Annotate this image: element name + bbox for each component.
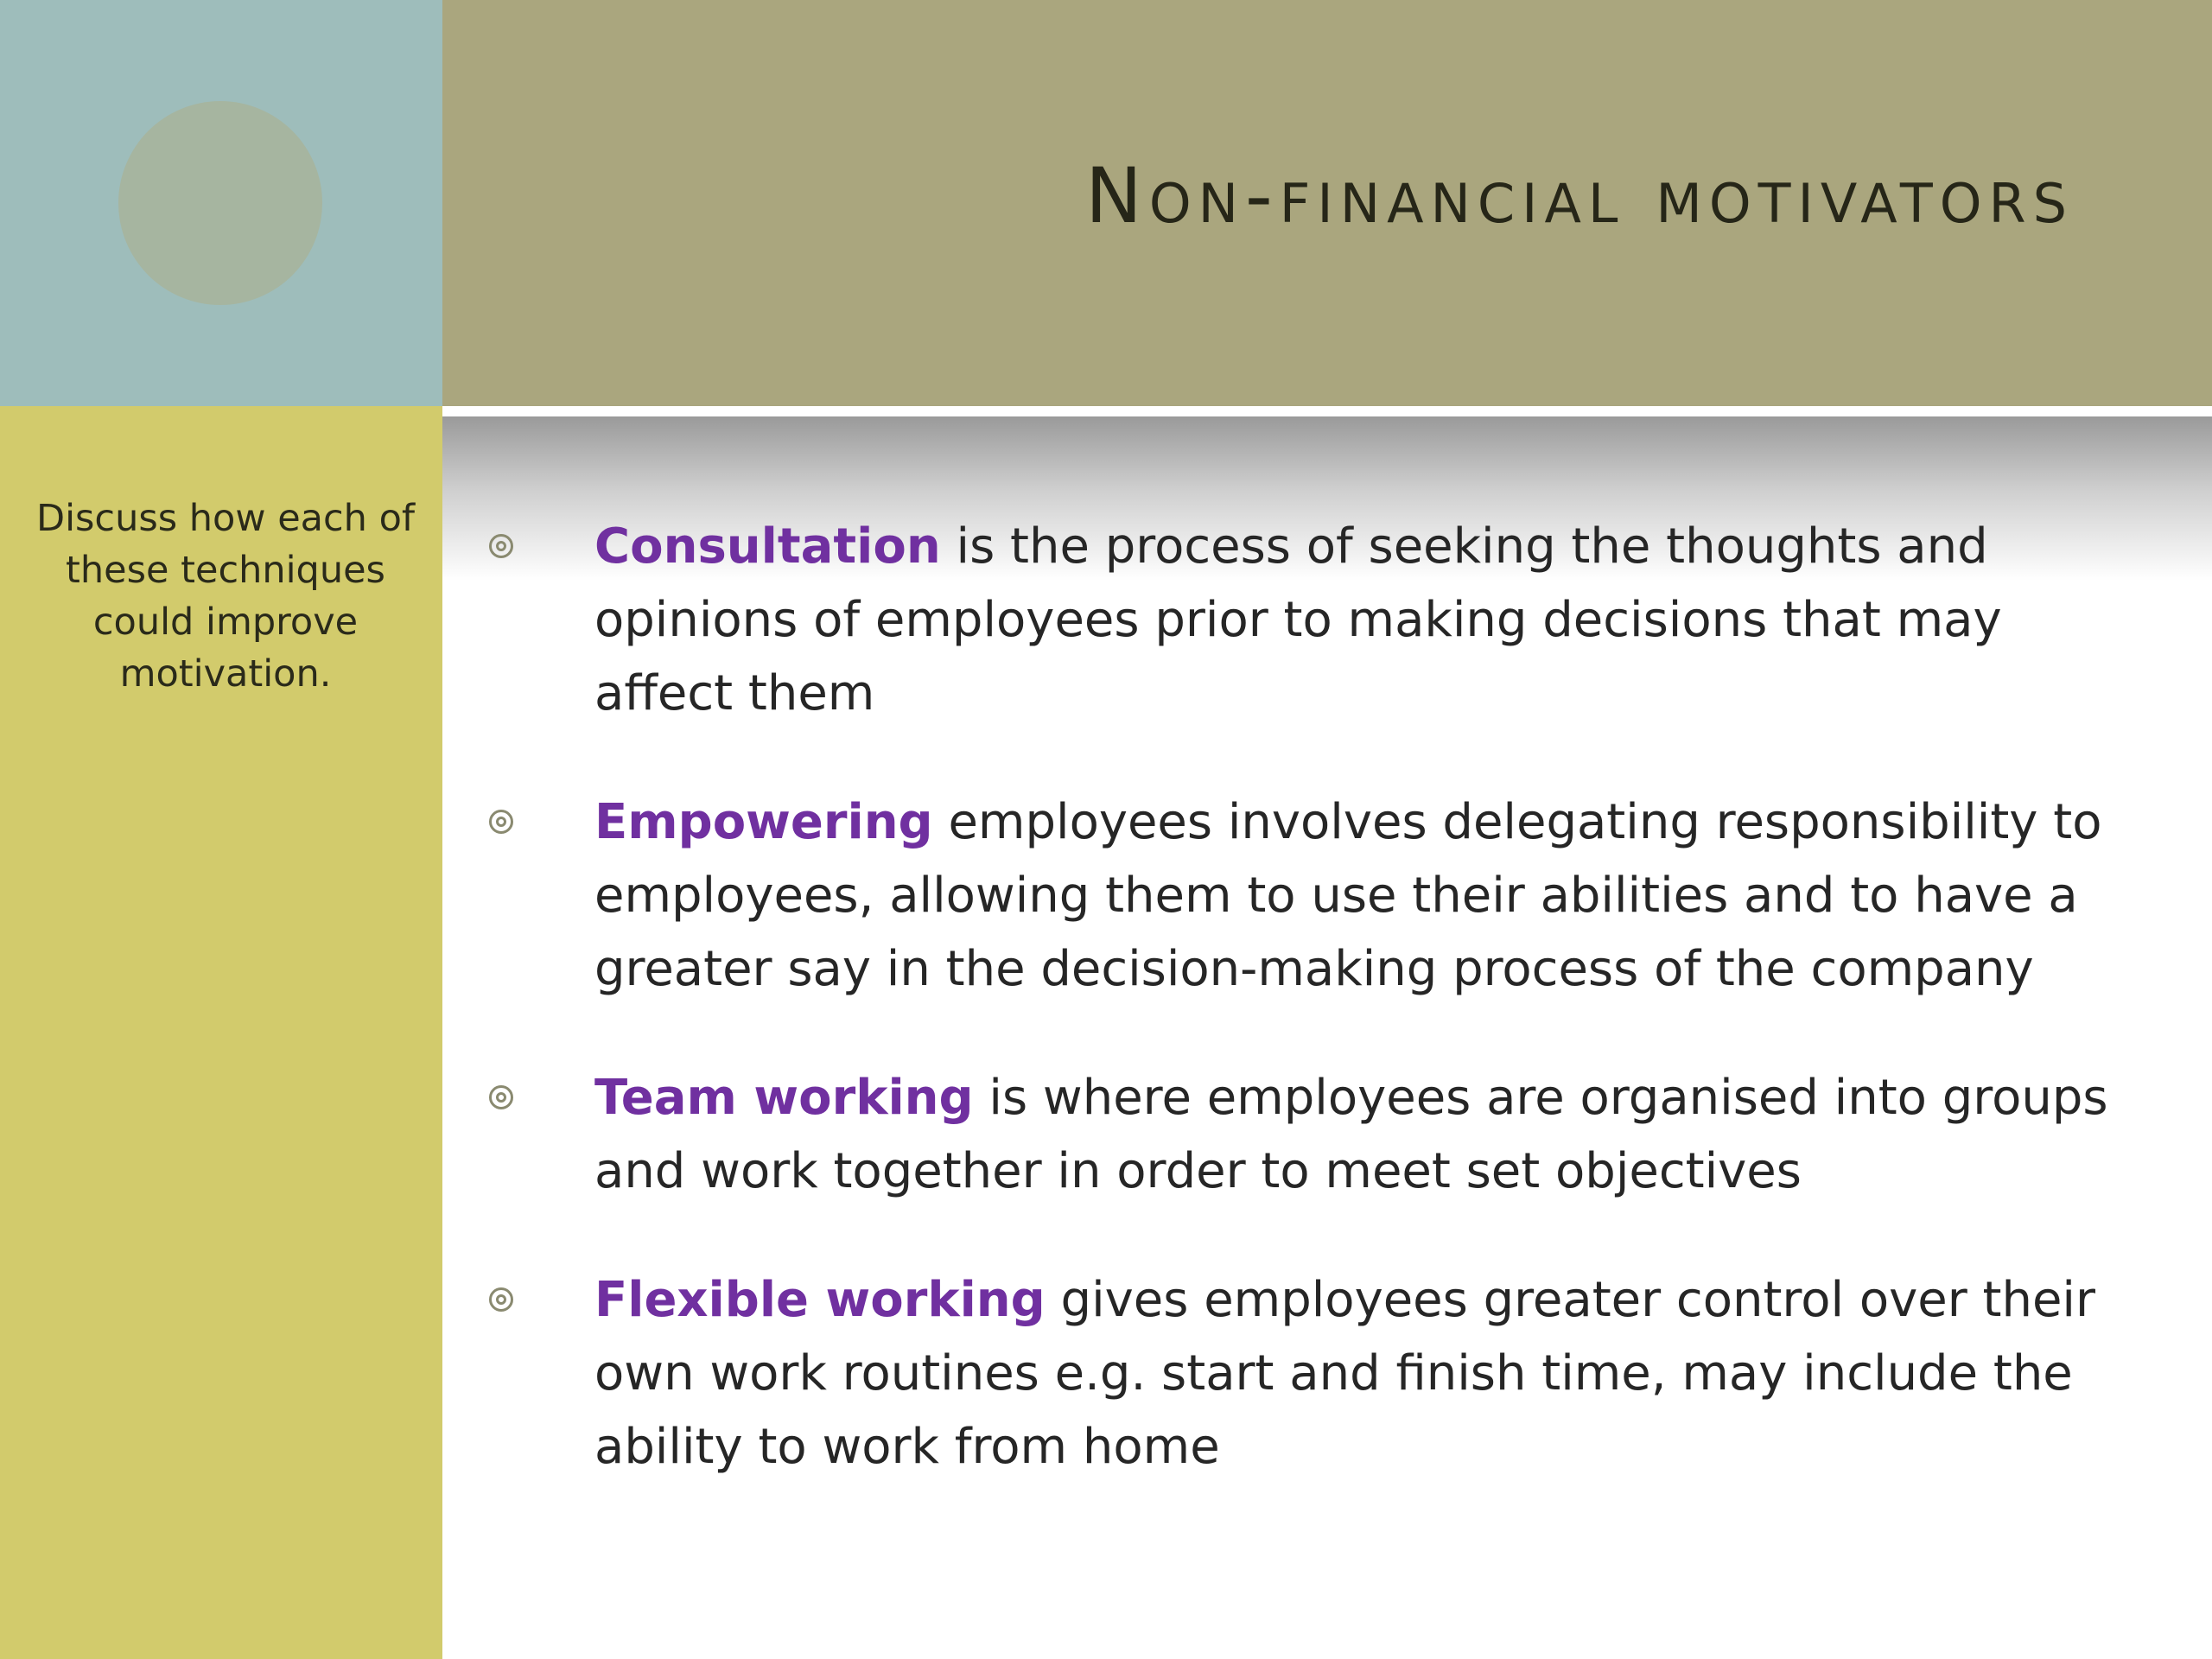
concentric-circle-bullet-icon <box>489 1085 513 1109</box>
concentric-circle-bullet-icon <box>489 1287 513 1312</box>
bullet-term: Flexible working <box>594 1272 1046 1328</box>
bullet-item-consultation <box>484 510 2126 730</box>
bullet-term: Team working <box>594 1070 974 1126</box>
title-divider <box>442 406 2212 416</box>
bullet-item-team-working <box>484 1061 2126 1208</box>
bullet-term: Consultation <box>594 518 941 575</box>
concentric-circle-bullet-icon <box>489 810 513 834</box>
decorative-circle-icon <box>118 101 322 305</box>
bullet-term: Empowering <box>594 794 933 850</box>
bullet-text: gives employees greater control over their own work routines e.g. start and finish time, may include the ability to work from home <box>594 1272 2096 1475</box>
bullet-list <box>484 510 2126 1539</box>
bullet-item-empowering <box>484 785 2126 1006</box>
slide-title: Non-financial motivators <box>1085 151 2074 240</box>
corner-block <box>0 0 442 406</box>
bullet-text: employees involves delegating responsibility to employees, allowing them to use their abilities and to have a greater say in the decision-making process of the company <box>594 794 2102 997</box>
sidebar-note: Discuss how each of these techniques could improve motivation. <box>35 497 416 696</box>
bullet-item-flexible-working <box>484 1263 2126 1484</box>
bullet-text: is the process of seeking the thoughts and opinions of employees prior to making decisions that may affect them <box>594 518 2002 721</box>
concentric-circle-bullet-icon <box>489 534 513 558</box>
bullet-text: is where employees are organised into groups and work together in order to meet set objectives <box>594 1070 2108 1199</box>
